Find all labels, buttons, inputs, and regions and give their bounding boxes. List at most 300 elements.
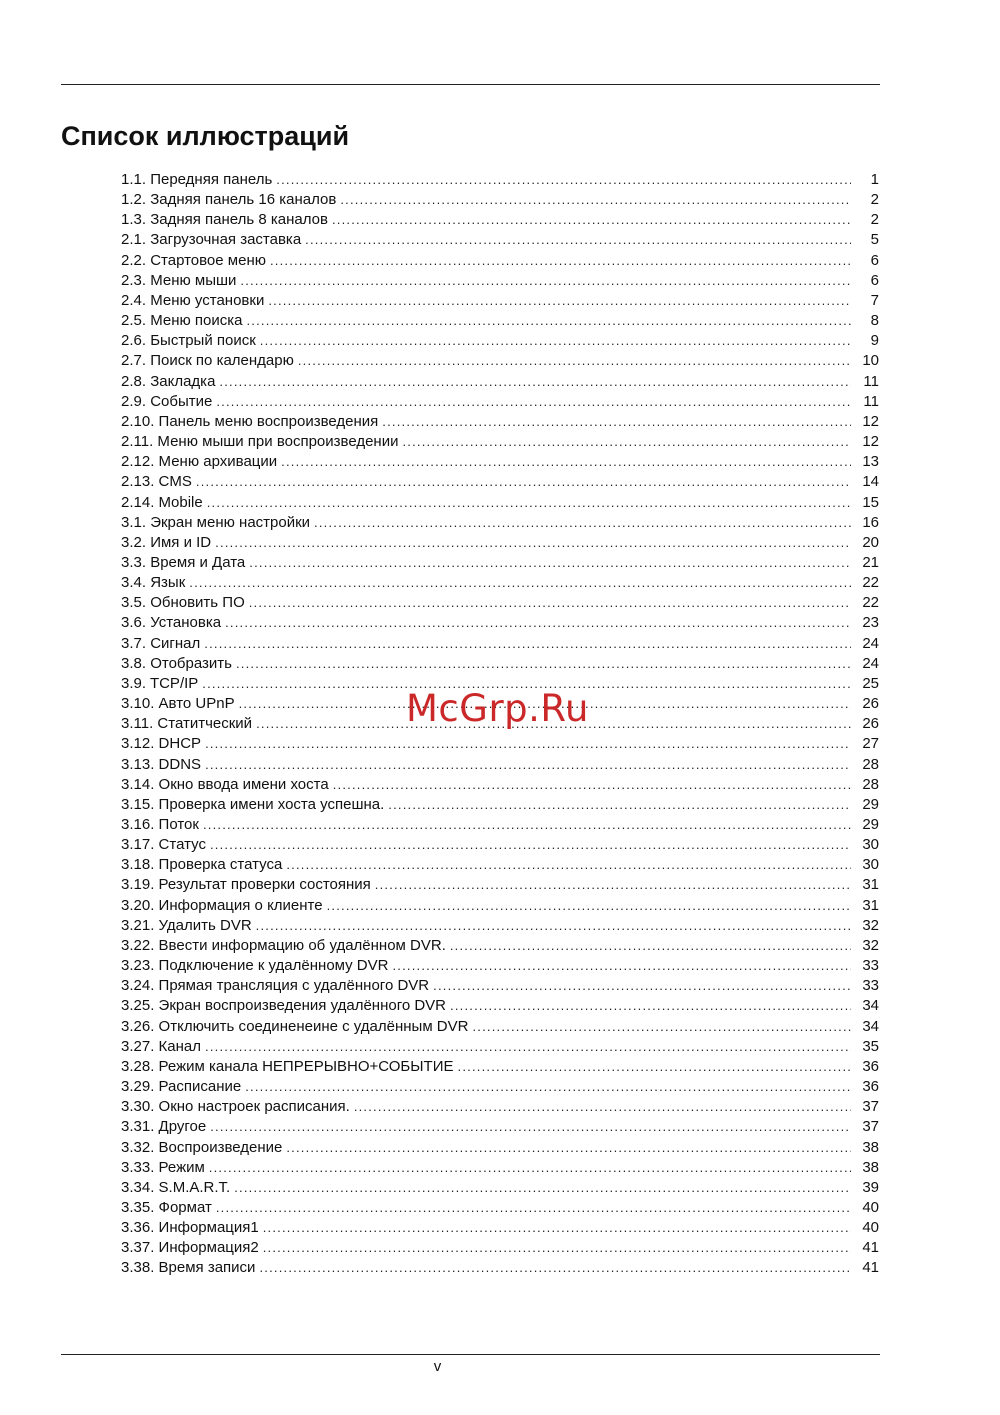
toc-entry-label	[121, 1037, 205, 1057]
toc-entry-number: 3.35.	[121, 1198, 155, 1216]
toc-leader-dots	[236, 654, 851, 674]
toc-entry-text: Обновить ПО	[150, 594, 245, 612]
toc-entry-number: 3.19.	[121, 876, 155, 894]
toc-leader-dots	[298, 351, 851, 371]
toc-leader-dots	[268, 291, 851, 311]
toc-entry-text: Статитческий	[157, 715, 253, 733]
toc-entry-label	[121, 1218, 263, 1238]
toc-leader-dots	[388, 795, 851, 815]
toc-entry-page: 28	[862, 775, 879, 793]
watermark: McGrp.Ru	[406, 687, 589, 730]
toc-entry-label	[121, 1138, 286, 1158]
toc-entry-label	[121, 694, 239, 714]
toc-entry[interactable]	[121, 1198, 879, 1218]
toc-entry-number: 2.4.	[121, 291, 147, 309]
toc-entry-number: 3.31.	[121, 1118, 155, 1136]
toc-entry-text: Панель меню воспроизведения	[158, 412, 379, 430]
toc-entry-number: 3.23.	[121, 957, 155, 975]
toc-entry-page: 21	[862, 553, 879, 571]
toc-entry[interactable]	[121, 251, 879, 271]
toc-entry[interactable]	[121, 1218, 879, 1238]
toc-entry[interactable]	[121, 1238, 879, 1258]
toc-entry-label	[121, 855, 286, 875]
toc-leader-dots	[204, 634, 851, 654]
toc-entry-page: 16	[862, 513, 879, 531]
toc-entry-text: Отключить соединенеине с удалённым DVR	[158, 1017, 469, 1035]
toc-leader-dots	[260, 331, 851, 351]
toc-entry-label	[121, 533, 215, 553]
toc-entry-number: 2.2.	[121, 251, 147, 269]
toc-entry-page: 12	[862, 433, 879, 451]
toc-entry-page: 15	[862, 493, 879, 511]
toc-entry-number: 3.22.	[121, 936, 155, 954]
toc-entry-page: 11	[863, 392, 879, 410]
toc-leader-dots	[263, 1218, 851, 1238]
toc-entry[interactable]	[121, 1138, 879, 1158]
toc-entry[interactable]	[121, 976, 879, 996]
toc-entry-page: 1	[870, 171, 879, 188]
toc-entry[interactable]	[121, 351, 879, 371]
toc-entry-page: 25	[862, 674, 879, 692]
toc-entry-number: 2.13.	[121, 473, 155, 491]
toc-entry-label	[121, 795, 388, 815]
toc-entry-number: 2.14.	[121, 493, 155, 511]
toc-entry[interactable]	[121, 573, 879, 593]
toc-entry-page: 24	[862, 654, 879, 672]
toc-entry-text: Ввести информацию об удалённом DVR.	[158, 936, 446, 954]
toc-entry-label	[121, 654, 236, 674]
toc-entry-number: 3.12.	[121, 735, 155, 753]
toc-entry[interactable]	[121, 1117, 879, 1137]
toc-entry-number: 3.11.	[121, 715, 154, 733]
toc-entry-text: Передняя панель	[150, 171, 273, 188]
toc-entry-number: 2.12.	[121, 453, 155, 471]
toc-entry-page: 41	[862, 1239, 879, 1257]
toc-entry-page: 36	[862, 1078, 879, 1096]
toc-entry[interactable]	[121, 1017, 879, 1037]
toc-entry-number: 3.15.	[121, 795, 155, 813]
toc-entry-page: 34	[862, 997, 879, 1015]
toc-leader-dots	[276, 170, 851, 190]
toc-entry-number: 3.26.	[121, 1017, 155, 1035]
toc-entry-number: 1.2.	[121, 191, 147, 209]
toc-entry-page: 22	[862, 594, 879, 612]
toc-entry-text: Проверка статуса	[158, 856, 283, 874]
toc-entry-text: Загрузочная заставка	[150, 231, 302, 249]
toc-entry-label	[121, 634, 204, 654]
toc-entry-number: 3.7.	[121, 634, 147, 652]
toc-entry[interactable]	[121, 1178, 879, 1198]
toc-leader-dots	[450, 936, 851, 956]
toc-entry-page: 12	[862, 412, 879, 430]
toc-entry[interactable]	[121, 775, 879, 795]
toc-entry-number: 2.3.	[121, 271, 147, 289]
toc-entry[interactable]	[121, 795, 879, 815]
toc-entry-page: 2	[870, 211, 879, 229]
toc-entry-page: 24	[862, 634, 879, 652]
toc-entry[interactable]	[121, 593, 879, 613]
toc-entry[interactable]	[121, 190, 879, 210]
toc-leader-dots	[375, 875, 851, 895]
toc-entry[interactable]	[121, 311, 879, 331]
toc-entry-label	[121, 1077, 245, 1097]
toc-entry[interactable]	[121, 875, 879, 895]
toc-entry-page: 23	[862, 614, 879, 632]
toc-entry-text: Быстрый поиск	[150, 332, 256, 350]
toc-entry[interactable]	[121, 432, 879, 452]
header-rule	[61, 84, 880, 85]
toc-entry-page: 35	[862, 1037, 879, 1055]
toc-entry-page: 37	[862, 1118, 879, 1136]
toc-leader-dots	[263, 1238, 851, 1258]
footer-rule	[61, 1354, 880, 1355]
toc-entry-text: Формат	[158, 1198, 212, 1216]
toc-entry-label	[121, 835, 210, 855]
toc-entry-page: 33	[862, 977, 879, 995]
toc-entry-text: Mobile	[158, 493, 203, 511]
toc-entry-number: 2.10.	[121, 412, 155, 430]
toc-entry-text: Режим	[158, 1158, 205, 1176]
toc-entry-number: 3.33.	[121, 1158, 155, 1176]
toc-entry-label	[121, 291, 268, 311]
toc-entry-label	[121, 593, 249, 613]
toc-entry-text: Информация1	[158, 1219, 259, 1237]
toc-entry-page: 30	[862, 836, 879, 854]
toc-entry-page: 33	[862, 957, 879, 975]
toc-entry-page: 27	[862, 735, 879, 753]
toc-entry-number: 3.28.	[121, 1057, 155, 1075]
toc-entry[interactable]	[121, 936, 879, 956]
toc-entry[interactable]	[121, 916, 879, 936]
toc-entry[interactable]	[121, 956, 879, 976]
toc-entry-label	[121, 875, 375, 895]
toc-entry-label	[121, 996, 450, 1016]
toc-entry[interactable]	[121, 755, 879, 775]
toc-leader-dots	[354, 1097, 851, 1117]
toc-entry-label	[121, 916, 256, 936]
toc-entry-text: Подключение к удалённому DVR	[158, 957, 389, 975]
toc-entry-number: 3.16.	[121, 816, 155, 833]
toc-entry-page: 41	[862, 1259, 879, 1277]
toc-entry-number: 3.17.	[121, 836, 155, 854]
toc-entry-number: 3.4.	[121, 574, 147, 592]
toc-entry[interactable]	[121, 1097, 879, 1117]
toc-entry-page: 22	[862, 574, 879, 592]
toc-entry-label	[121, 230, 305, 250]
toc-entry-label	[121, 1178, 234, 1198]
toc-entry-label	[121, 573, 189, 593]
toc-entry-number: 3.38.	[121, 1259, 155, 1277]
toc-leader-dots	[450, 996, 851, 1016]
toc-entry-label	[121, 1017, 472, 1037]
toc-entry-number: 2.1.	[121, 231, 147, 249]
page-number: v	[433, 1358, 442, 1375]
toc-entry-text: Закладка	[150, 372, 216, 390]
toc-entry-text: Стартовое меню	[150, 251, 266, 269]
toc-entry-number: 2.8.	[121, 372, 147, 390]
toc-leader-dots	[205, 734, 851, 754]
toc-entry-label	[121, 1057, 458, 1077]
toc-entry-page: 8	[870, 312, 879, 330]
toc-entry-label	[121, 976, 433, 996]
toc-entry-label	[121, 432, 402, 452]
toc-entry-text: Канал	[158, 1037, 202, 1055]
toc-entry-text: Время записи	[158, 1259, 256, 1277]
toc-entry-page: 39	[862, 1178, 879, 1196]
toc-leader-dots	[196, 472, 851, 492]
toc-entry-page: 10	[862, 352, 879, 370]
toc-entry[interactable]	[121, 1057, 879, 1077]
toc-leader-dots	[219, 372, 851, 392]
toc-entry-page: 26	[862, 695, 879, 713]
toc-entry[interactable]	[121, 392, 879, 412]
toc-entry-label	[121, 1158, 209, 1178]
toc-entry[interactable]	[121, 513, 879, 533]
toc-entry-label	[121, 553, 249, 573]
toc-entry-label	[121, 775, 333, 795]
toc-entry-number: 2.5.	[121, 312, 147, 330]
toc-entry-text: Расписание	[158, 1078, 242, 1096]
toc-entry-text: Установка	[150, 614, 222, 632]
toc-entry-number: 3.6.	[121, 614, 147, 632]
toc-entry[interactable]	[121, 533, 879, 553]
toc-entry-label	[121, 331, 260, 351]
toc-entry-number: 3.27.	[121, 1037, 155, 1055]
toc-entry-text: Меню поиска	[150, 312, 243, 330]
toc-entry-page: 6	[870, 271, 879, 289]
toc-entry-text: Экран меню настройки	[150, 513, 311, 531]
toc-entry-number: 3.2.	[121, 533, 147, 551]
toc-entry-label	[121, 936, 450, 956]
toc-leader-dots	[256, 916, 851, 936]
toc-leader-dots	[249, 553, 851, 573]
toc-entry[interactable]	[121, 210, 879, 230]
toc-leader-dots	[203, 815, 851, 835]
toc-entry-label	[121, 251, 270, 271]
toc-leader-dots	[340, 190, 851, 210]
toc-entry[interactable]	[121, 271, 879, 291]
toc-entry-page: 9	[870, 332, 879, 350]
toc-entry-number: 3.3.	[121, 553, 147, 571]
toc-entry-text: Имя и ID	[150, 533, 212, 551]
toc-entry-label	[121, 1238, 263, 1258]
toc-leader-dots	[249, 593, 851, 613]
toc-leader-dots	[205, 1037, 851, 1057]
toc-entry[interactable]	[121, 1037, 879, 1057]
toc-entry-text: Задняя панель 16 каналов	[150, 191, 337, 209]
toc-entry[interactable]	[121, 1077, 879, 1097]
toc-entry-label	[121, 815, 203, 835]
toc-entry-page: 28	[862, 755, 879, 773]
toc-entry[interactable]	[121, 1158, 879, 1178]
toc-entry-number: 1.1.	[121, 171, 147, 188]
toc-entry-text: Удалить DVR	[158, 916, 252, 934]
toc-entry-text: S.M.A.R.T.	[158, 1178, 231, 1196]
toc-entry-text: CMS	[158, 473, 192, 491]
toc-entry[interactable]	[121, 331, 879, 351]
toc-entry-label	[121, 755, 205, 775]
toc-entry-page: 38	[862, 1138, 879, 1156]
toc-entry-number: 3.10.	[121, 695, 155, 713]
toc-leader-dots	[314, 513, 851, 533]
toc-entry-number: 3.14.	[121, 775, 155, 793]
toc-entry-text: Поток	[158, 816, 199, 833]
toc-entry-text: DDNS	[158, 755, 202, 773]
toc-entry-page: 40	[862, 1219, 879, 1237]
toc-entry-label	[121, 412, 382, 432]
toc-entry-text: Экран воспроизведения удалённого DVR	[158, 997, 447, 1015]
toc-entry-label	[121, 311, 247, 331]
toc-entry-text: Результат проверки состояния	[158, 876, 371, 894]
toc-entry[interactable]	[121, 996, 879, 1016]
toc-leader-dots	[247, 311, 852, 331]
toc-entry-text: Окно ввода имени хоста	[158, 775, 329, 793]
toc-leader-dots	[234, 1178, 851, 1198]
toc-entry-text: Проверка имени хоста успешна.	[158, 795, 385, 813]
toc-entry[interactable]	[121, 613, 879, 633]
toc-leader-dots	[402, 432, 851, 452]
toc-leader-dots	[433, 976, 851, 996]
toc-entry-label	[121, 271, 240, 291]
toc-entry-text: Время и Дата	[150, 553, 246, 571]
toc-leader-dots	[210, 835, 851, 855]
toc-entry-label	[121, 493, 207, 513]
toc-entry[interactable]	[121, 734, 879, 754]
toc-entry-page: 7	[870, 291, 879, 309]
toc-entry[interactable]	[121, 654, 879, 674]
toc-entry-number: 1.3.	[121, 211, 147, 229]
toc-entry-text: Другое	[158, 1118, 207, 1136]
toc-entry[interactable]	[121, 372, 879, 392]
toc-entry-text: Авто UPnP	[158, 695, 235, 713]
toc-leader-dots	[210, 1117, 851, 1137]
toc-entry-number: 3.1.	[121, 513, 147, 531]
toc-entry[interactable]	[121, 855, 879, 875]
toc-entry[interactable]	[121, 170, 879, 190]
toc-entry[interactable]	[121, 1258, 879, 1278]
toc-entry-number: 3.8.	[121, 654, 147, 672]
toc-entry-label	[121, 674, 202, 694]
toc-leader-dots	[216, 392, 851, 412]
toc-entry-page: 31	[862, 876, 879, 894]
toc-entry-text: Информация о клиенте	[158, 896, 323, 914]
toc-entry-page: 31	[862, 896, 879, 914]
toc-entry-number: 3.18.	[121, 856, 155, 874]
toc-entry-page: 5	[870, 231, 879, 249]
toc-entry-page: 14	[862, 473, 879, 491]
toc-entry-number: 3.21.	[121, 916, 155, 934]
toc-entry[interactable]	[121, 835, 879, 855]
toc-leader-dots	[189, 573, 851, 593]
toc-leader-dots	[333, 775, 851, 795]
toc-entry-text: Режим канала НЕПРЕРЫВНО+СОБЫТИЕ	[158, 1057, 454, 1075]
toc-entry-number: 3.34.	[121, 1178, 155, 1196]
toc-entry-number: 3.20.	[121, 896, 155, 914]
toc-leader-dots	[281, 452, 851, 472]
toc-leader-dots	[240, 271, 851, 291]
toc-leader-dots	[245, 1077, 851, 1097]
toc-entry-number: 3.13.	[121, 755, 155, 773]
toc-entry-page: 13	[862, 453, 879, 471]
toc-entry-page: 20	[862, 533, 879, 551]
toc-leader-dots	[216, 1198, 851, 1218]
toc-entry-number: 3.25.	[121, 997, 155, 1015]
toc-entry-label	[121, 513, 314, 533]
toc-leader-dots	[332, 210, 851, 230]
toc-entry-label	[121, 1117, 210, 1137]
toc-entry-label	[121, 190, 340, 210]
toc-entry-number: 2.7.	[121, 352, 147, 370]
toc-entry-page: 30	[862, 856, 879, 874]
toc-entry-number: 2.6.	[121, 332, 147, 350]
toc-leader-dots	[209, 1158, 851, 1178]
toc-entry-label	[121, 210, 332, 230]
toc-entry[interactable]	[121, 472, 879, 492]
toc-entry-number: 3.29.	[121, 1078, 155, 1096]
toc-entry-text: Информация2	[158, 1239, 259, 1257]
toc-entry-page: 29	[862, 816, 879, 833]
toc-leader-dots	[327, 896, 851, 916]
toc-leader-dots	[392, 956, 851, 976]
toc-entry-text: DHCP	[158, 735, 202, 753]
toc-entry-label	[121, 1198, 216, 1218]
toc-entry[interactable]	[121, 412, 879, 432]
toc-entry-number: 2.9.	[121, 392, 147, 410]
toc-leader-dots	[215, 533, 851, 553]
toc-leader-dots	[286, 855, 851, 875]
toc-entry[interactable]	[121, 493, 879, 513]
toc-entry[interactable]	[121, 553, 879, 573]
toc-entry-label	[121, 734, 205, 754]
toc-entry-page: 36	[862, 1057, 879, 1075]
toc-entry-number: 3.24.	[121, 977, 155, 995]
toc-entry[interactable]	[121, 452, 879, 472]
toc-entry[interactable]	[121, 896, 879, 916]
toc-entry-label	[121, 896, 327, 916]
toc-entry-label	[121, 392, 216, 412]
toc-entry-text: Воспроизведение	[158, 1138, 283, 1156]
toc-entry-label	[121, 1258, 259, 1278]
toc-entry-text: TCP/IP	[149, 674, 199, 692]
toc-entry-label	[121, 472, 196, 492]
toc-entry[interactable]	[121, 291, 879, 311]
toc-leader-dots	[458, 1057, 851, 1077]
toc-leader-dots	[207, 493, 851, 513]
toc-entry-text: Меню установки	[150, 291, 265, 309]
toc-entry-number: 3.36.	[121, 1219, 155, 1237]
toc-leader-dots	[225, 613, 851, 633]
toc-leader-dots	[286, 1138, 851, 1158]
toc-entry-page: 32	[862, 916, 879, 934]
toc-entry-number: 3.5.	[121, 594, 147, 612]
toc-entry-label	[121, 351, 298, 371]
toc-entry-page: 40	[862, 1198, 879, 1216]
toc-entry-text: Отобразить	[150, 654, 232, 672]
toc-entry-number: 3.30.	[121, 1098, 155, 1116]
toc-leader-dots	[472, 1017, 851, 1037]
toc-entry[interactable]	[121, 230, 879, 250]
toc-entry[interactable]	[121, 634, 879, 654]
toc-entry-label	[121, 1097, 354, 1117]
toc-entry-text: Сигнал	[150, 634, 201, 652]
toc-leader-dots	[270, 251, 851, 271]
page-title: Список иллюстраций	[61, 121, 350, 151]
toc-entry-label	[121, 452, 281, 472]
toc-entry-label	[121, 956, 392, 976]
toc-entry-text: Меню мыши	[150, 271, 237, 289]
toc-entry[interactable]	[121, 815, 879, 835]
toc-entry-text: Событие	[150, 392, 213, 410]
